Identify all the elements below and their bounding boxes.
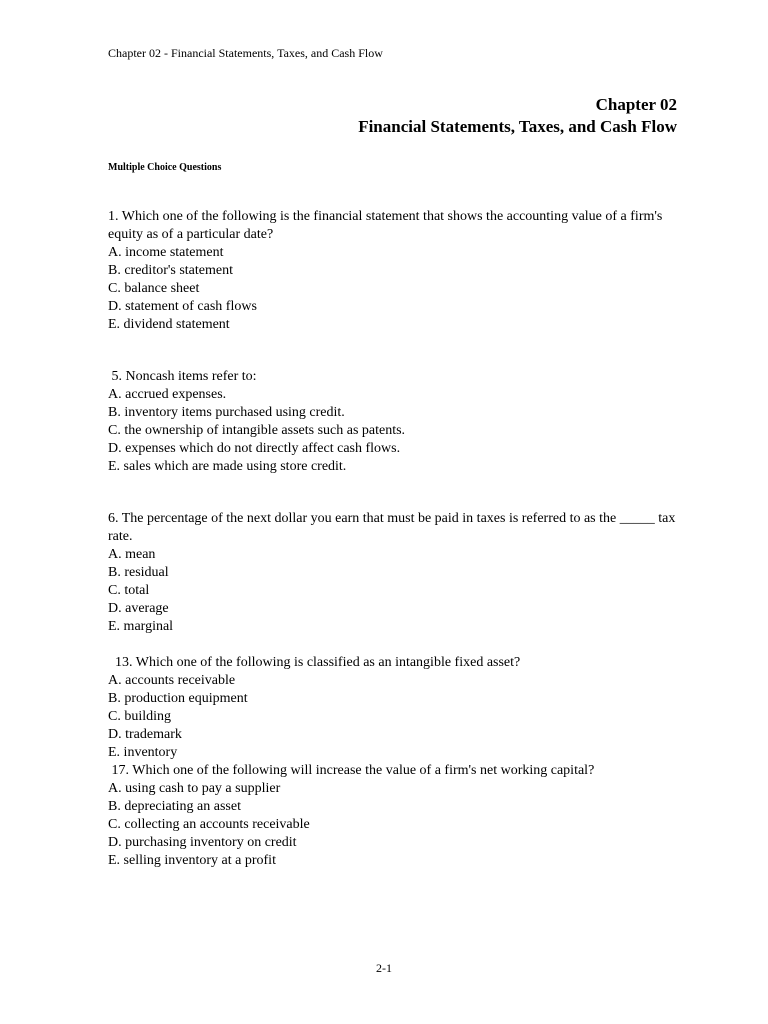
question-1	[108, 208, 688, 334]
question-13	[108, 654, 688, 762]
page-number: 2-1	[376, 961, 392, 975]
answer-option: D. statement of cash flows	[108, 299, 257, 314]
answer-option: A. accounts receivable	[108, 673, 236, 688]
answer-option: B. residual	[108, 565, 169, 580]
question-spacer	[108, 334, 688, 368]
chapter-number: Chapter 02	[595, 95, 677, 114]
answer-option: E. inventory	[108, 745, 178, 760]
answer-option: B. creditor's statement	[108, 263, 233, 278]
answer-option: A. accrued expenses.	[108, 387, 227, 402]
questions-list	[108, 208, 688, 870]
answer-option: D. trademark	[108, 727, 182, 742]
answer-option: E. dividend statement	[108, 317, 230, 332]
answer-option: C. total	[108, 583, 150, 598]
question-text: 13. Which one of the following is classified as an intangible fixed asset?	[108, 655, 521, 670]
answer-option: A. income statement	[108, 245, 224, 260]
answer-option: E. sales which are made using store credit.	[108, 459, 347, 474]
question-spacer	[108, 476, 688, 510]
answer-option: A. mean	[108, 547, 156, 562]
answer-option: C. building	[108, 709, 172, 724]
answer-option: E. marginal	[108, 619, 174, 634]
chapter-title: Financial Statements, Taxes, and Cash Flow	[358, 117, 677, 136]
answer-option: E. selling inventory at a profit	[108, 853, 276, 868]
question-17	[108, 762, 688, 870]
answer-option: B. production equipment	[108, 691, 248, 706]
section-title: Multiple Choice Questions	[108, 162, 222, 173]
answer-option: D. purchasing inventory on credit	[108, 835, 297, 850]
answer-option: B. inventory items purchased using credit.	[108, 405, 345, 420]
answer-option: A. using cash to pay a supplier	[108, 781, 281, 796]
question-text: 5. Noncash items refer to:	[108, 369, 257, 384]
question-text: 17. Which one of the following will increase the value of a firm's net working capital?	[108, 763, 595, 778]
running-header: Chapter 02 - Financial Statements, Taxes, and Cash Flow	[108, 46, 383, 60]
answer-option: C. balance sheet	[108, 281, 200, 296]
answer-option: C. the ownership of intangible assets such as patents.	[108, 423, 406, 438]
answer-option: C. collecting an accounts receivable	[108, 817, 310, 832]
answer-option: B. depreciating an asset	[108, 799, 241, 814]
question-5	[108, 368, 688, 476]
chapter-heading	[358, 94, 677, 138]
question-text: 1. Which one of the following is the financial statement that shows the accounting value of a firm's equity as of a particular date?	[108, 209, 663, 242]
answer-option: D. average	[108, 601, 169, 616]
question-6	[108, 510, 688, 636]
question-text: 6. The percentage of the next dollar you earn that must be paid in taxes is referred to as the _____ tax rate.	[108, 511, 676, 544]
question-spacer	[108, 636, 688, 654]
answer-option: D. expenses which do not directly affect cash flows.	[108, 441, 401, 456]
